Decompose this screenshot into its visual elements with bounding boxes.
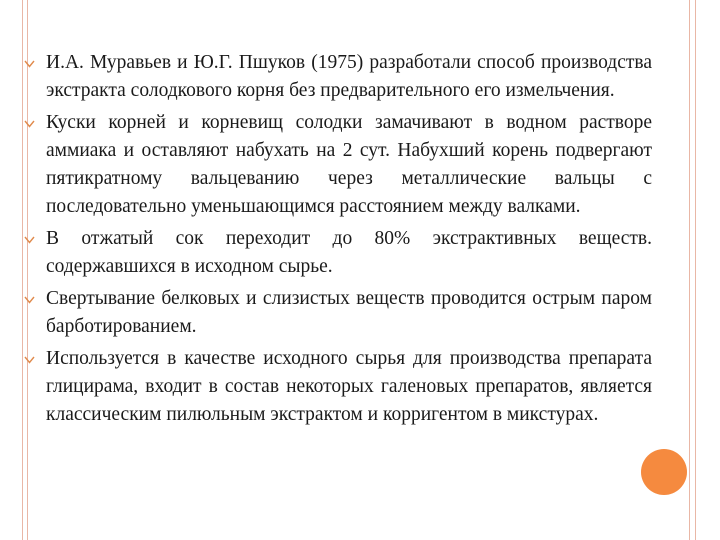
bullet-text: Свертывание белковых и слизистых веществ проводится острым паром барботированием. xyxy=(46,288,652,337)
bullet-arrow-icon xyxy=(24,60,35,68)
bullet-text: Используется в качестве исходного сырья для производства препарата глицирама, входит в состав некоторых галеновых препаратов, является классическим пилюльным экстрактом и корригентом в микстурах. xyxy=(46,348,652,425)
bullet-item xyxy=(22,49,652,105)
bullet-item xyxy=(22,345,652,429)
bullet-item xyxy=(22,225,652,281)
bullet-text: Куски корней и корневищ солодки замачивают в водном растворе аммиака и оставляют набухать на 2 сут. Набухший корень подвергают пятикратному вальцеванию через металлические вальцы с последовательно уменьшающимся расстоянием между валками. xyxy=(46,112,652,217)
bullet-arrow-icon xyxy=(24,236,35,244)
bullet-list xyxy=(22,49,652,429)
decorative-orange-circle xyxy=(641,449,687,495)
right-border-line-outer xyxy=(695,0,696,540)
bullet-arrow-icon xyxy=(24,296,35,304)
slide-content xyxy=(22,49,652,433)
bullet-text: И.А. Муравьев и Ю.Г. Пшуков (1975) разработали способ производства экстракта солодкового корня без предварительного его измельчения. xyxy=(46,52,652,101)
bullet-text: В отжатый сок переходит до 80% экстрактивных веществ. содержавшихся в исходном сырье. xyxy=(46,228,652,277)
bullet-item xyxy=(22,109,652,221)
right-border-line-inner xyxy=(689,0,690,540)
bullet-item xyxy=(22,285,652,341)
bullet-arrow-icon xyxy=(24,356,35,364)
bullet-arrow-icon xyxy=(24,120,35,128)
